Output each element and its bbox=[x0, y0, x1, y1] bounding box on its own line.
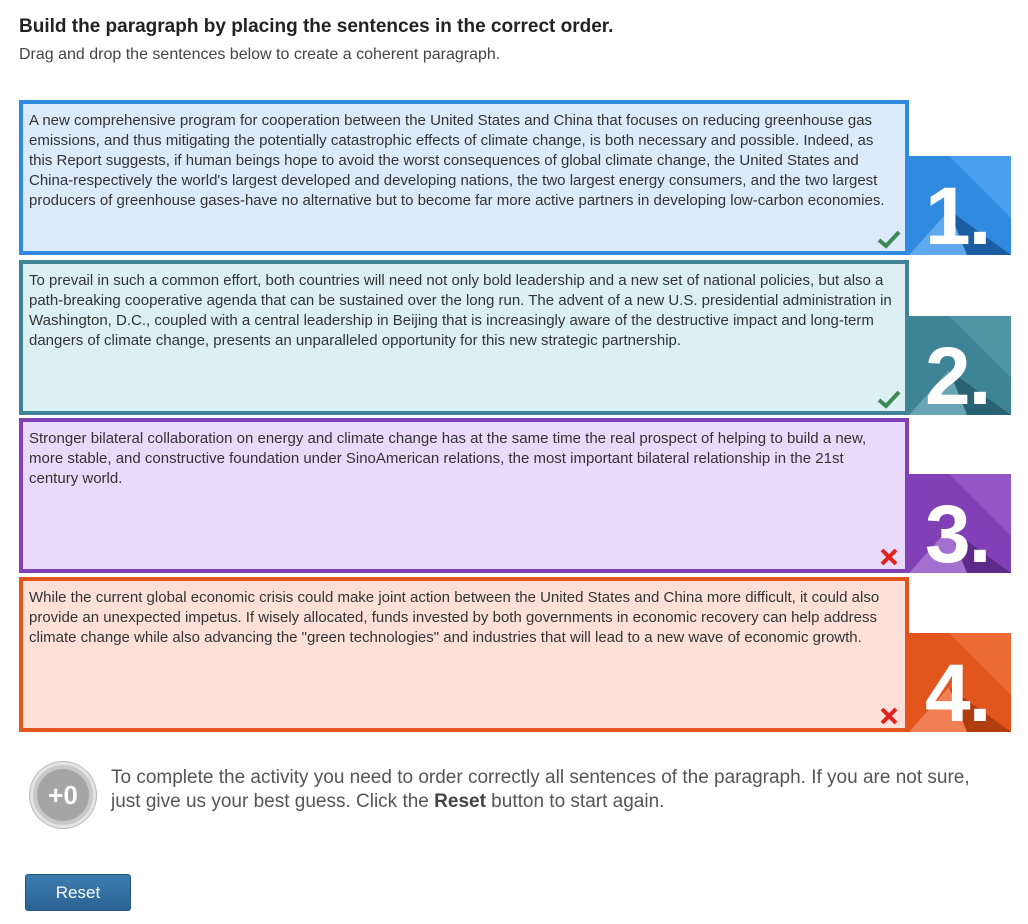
page-title: Build the paragraph by placing the sentences in the correct order. bbox=[19, 16, 614, 37]
sentence-card[interactable] bbox=[19, 418, 909, 573]
sentence-text: A new comprehensive program for cooperation between the United States and China that focuses on reducing greenhouse gas emissions, and thus mitigating the potentially catastrophic effects of climate change, is both necessary and possible. Indeed, as this Report suggests, if human beings hope to avoid the worst consequences of global climate change, the United States and China-respectively the world's largest developed and developing nations, the two largest energy consumers, and the two largest producers of greenhouse gases-have no alternative but to become far more active partners in developing low-carbon economies. bbox=[29, 112, 885, 209]
sentence-slot-4 bbox=[19, 577, 1011, 732]
cross-icon bbox=[877, 706, 901, 726]
sentence-slot-3 bbox=[19, 418, 1011, 573]
score-badge bbox=[30, 762, 96, 828]
sentence-text: While the current global economic crisis could make joint action between the United States and China more difficult, it could also provide an unexpected impetus. If wisely allocated, funds invested by both governments in economic recovery can help address climate change while also advancing the "green technologies" and industries that will lead to a new wave of economic growth. bbox=[29, 589, 880, 646]
check-icon bbox=[877, 389, 901, 409]
check-icon bbox=[877, 229, 901, 249]
sentence-card[interactable] bbox=[19, 100, 909, 255]
sentence-card[interactable] bbox=[19, 577, 909, 732]
order-number-1: 1. bbox=[909, 156, 1011, 255]
sentence-text: To prevail in such a common effort, both countries will need not only bold leadership and a new set of national policies, but also a path-breaking cooperative agenda that can be sustained over the long run. The advent of a new U.S. presidential administration in Washington, D.C., coupled with a central leadership in Beijing that is increasingly aware of the destructive impact and long-term dangers of climate change, presents an unparalleled opportunity for this new strategic partnership. bbox=[29, 272, 892, 349]
instructions: Drag and drop the sentences below to create a coherent paragraph. bbox=[19, 46, 501, 63]
cross-icon bbox=[877, 547, 901, 567]
sentence-slot-2 bbox=[19, 260, 1011, 415]
order-number-2: 2. bbox=[909, 316, 1011, 415]
score-value: +0 bbox=[37, 769, 89, 821]
sentence-card[interactable] bbox=[19, 260, 909, 415]
feedback-text: To complete the activity you need to order correctly all sentences of the paragraph. If you are not sure, just give us your best guess. Click the Reset button to start again. bbox=[111, 767, 970, 812]
sentence-slot-1 bbox=[19, 100, 1011, 255]
order-number-4: 4. bbox=[909, 633, 1011, 732]
order-number-3: 3. bbox=[909, 474, 1011, 573]
reset-button[interactable]: Reset bbox=[25, 874, 131, 911]
sentence-text: Stronger bilateral collaboration on energy and climate change has at the same time the real prospect of helping to build a new, more stable, and constructive foundation under SinoAmerican relations, the most important bilateral relationship in the 21st century world. bbox=[29, 430, 867, 487]
